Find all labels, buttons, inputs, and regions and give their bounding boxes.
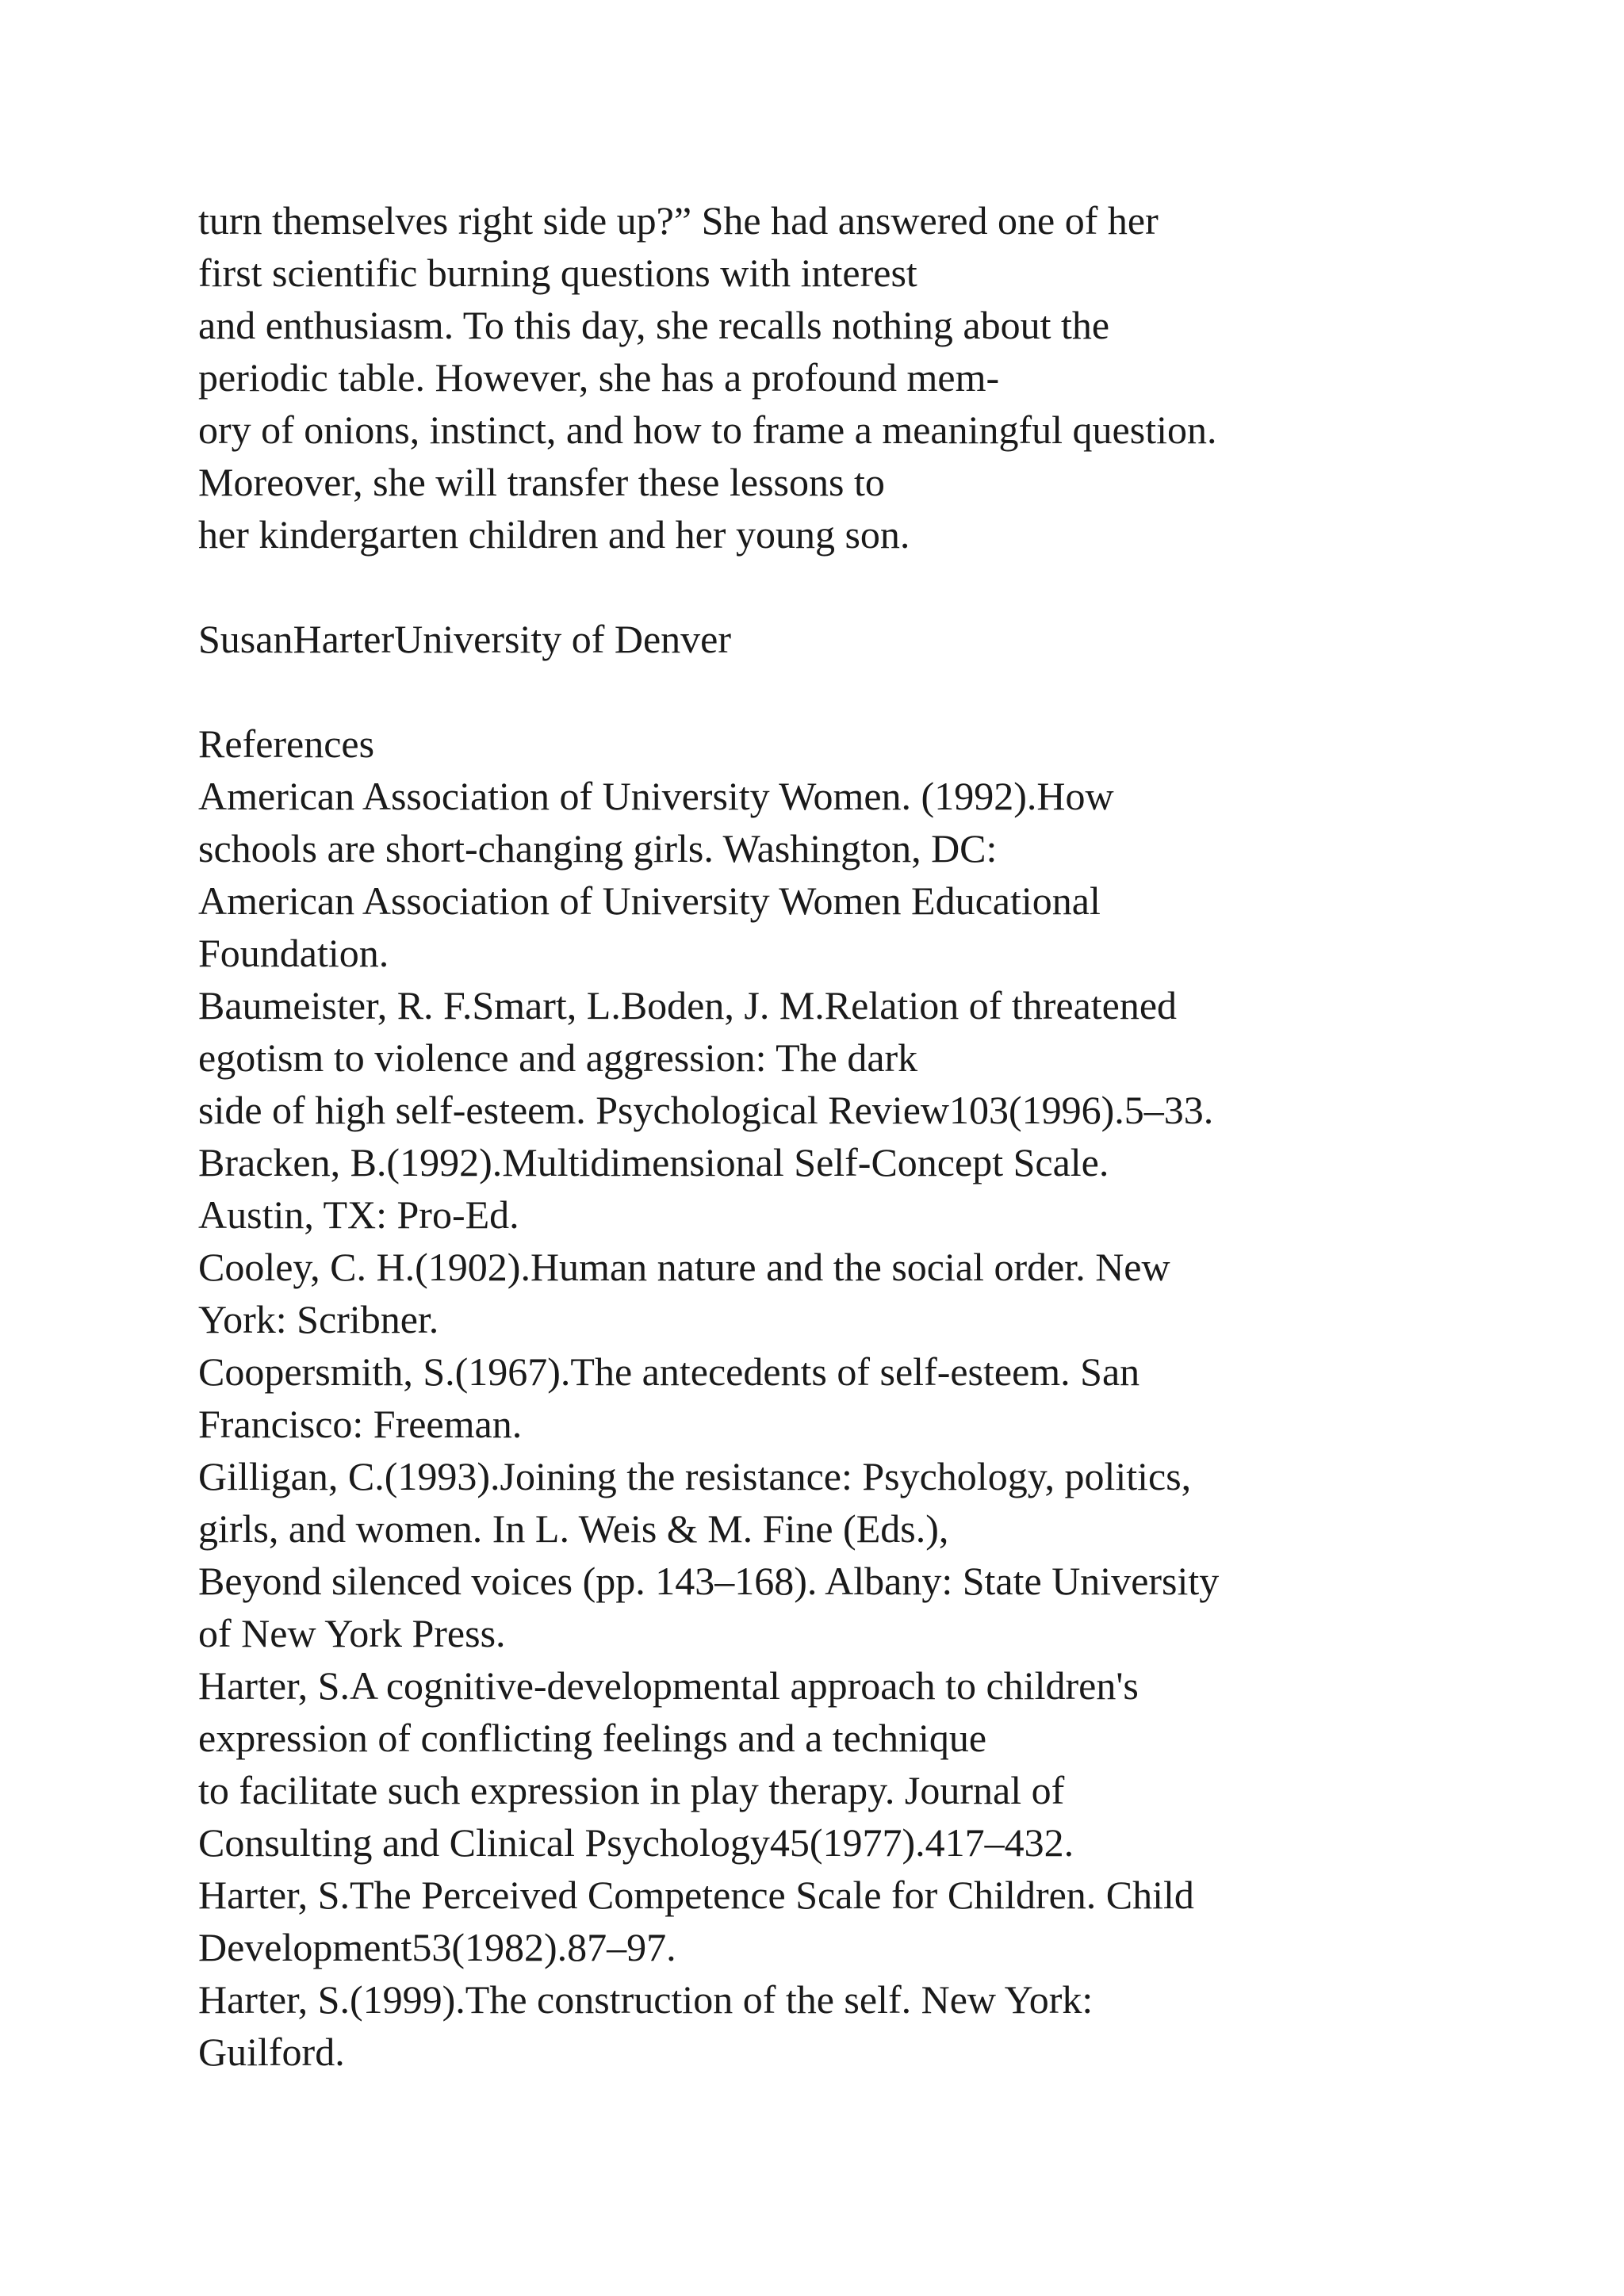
reference-line: girls, and women. In L. Weis & M. Fine (Eds.), — [198, 1506, 949, 1551]
document-page — [198, 194, 1546, 2078]
reference-line: Harter, S.A cognitive-developmental approach to children's — [198, 1663, 1139, 1708]
reference-line: Cooley, C. H.(1902).Human nature and the social order. New — [198, 1245, 1170, 1289]
reference-line: York: Scribner. — [198, 1297, 439, 1341]
reference-line: Beyond silenced voices (pp. 143–168). Albany: State University — [198, 1559, 1220, 1603]
body-line: first scientific burning questions with interest — [198, 251, 917, 295]
reference-line: schools are short-changing girls. Washington, DC: — [198, 826, 998, 871]
body-line: and enthusiasm. To this day, she recalls nothing about the — [198, 303, 1110, 347]
spacer — [198, 665, 1546, 718]
reference-line: Harter, S.The Perceived Competence Scale for Children. Child — [198, 1873, 1194, 1917]
reference-line: expression of conflicting feelings and a technique — [198, 1716, 987, 1760]
reference-line: Harter, S.(1999).The construction of the self. New York: — [198, 1977, 1094, 2022]
reference-line: Gilligan, C.(1993).Joining the resistance: Psychology, politics, — [198, 1454, 1192, 1498]
spacer — [198, 561, 1546, 613]
reference-line: side of high self-esteem. Psychological Review103(1996).5–33. — [198, 1088, 1214, 1132]
reference-line: Francisco: Freeman. — [198, 1402, 523, 1446]
body-line: her kindergarten children and her young son. — [198, 512, 910, 557]
reference-line: American Association of University Women. (1992).How — [198, 774, 1114, 818]
references-heading: References — [198, 721, 375, 766]
reference-line: to facilitate such expression in play therapy. Journal of — [198, 1768, 1065, 1812]
reference-line: American Association of University Women Educational — [198, 878, 1101, 923]
reference-line: Foundation. — [198, 931, 389, 975]
body-line: turn themselves right side up?” She had answered one of her — [198, 198, 1159, 243]
body-line: ory of onions, instinct, and how to frame a meaningful question. — [198, 408, 1217, 452]
reference-line: Baumeister, R. F.Smart, L.Boden, J. M.Relation of threatened — [198, 983, 1178, 1027]
reference-line: Consulting and Clinical Psychology45(1977).417–432. — [198, 1820, 1074, 1865]
reference-line: of New York Press. — [198, 1611, 506, 1655]
author-affiliation: SusanHarterUniversity of Denver — [198, 617, 732, 661]
reference-line: egotism to violence and aggression: The dark — [198, 1035, 918, 1080]
body-line: periodic table. However, she has a profound mem- — [198, 355, 1000, 400]
reference-line: Coopersmith, S.(1967).The antecedents of self-esteem. San — [198, 1349, 1140, 1394]
reference-list — [198, 770, 1546, 2078]
reference-line: Guilford. — [198, 2030, 345, 2074]
reference-line: Bracken, B.(1992).Multidimensional Self-Concept Scale. — [198, 1140, 1109, 1184]
reference-line: Development53(1982).87–97. — [198, 1925, 676, 1969]
reference-line: Austin, TX: Pro-Ed. — [198, 1192, 519, 1237]
body-paragraph — [198, 194, 1546, 561]
body-line: Moreover, she will transfer these lessons to — [198, 460, 885, 504]
